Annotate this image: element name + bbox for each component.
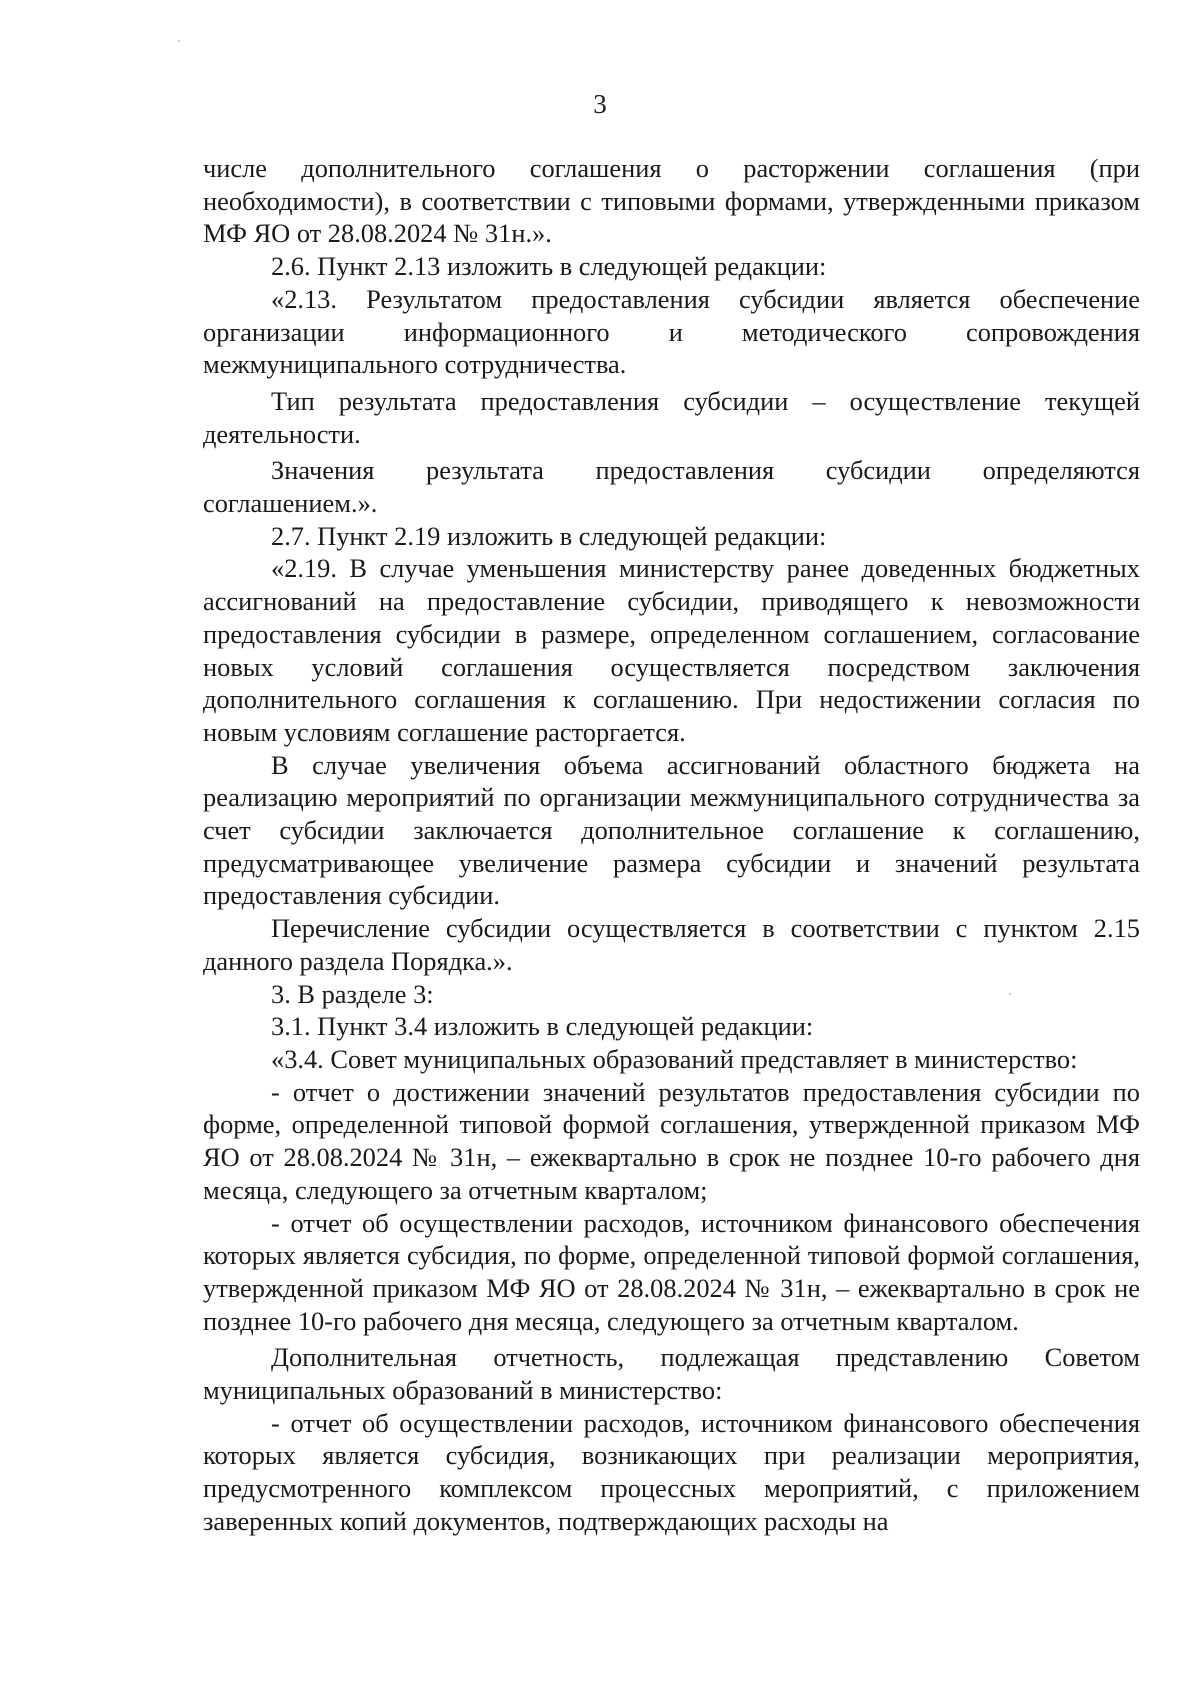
document-body bbox=[203, 152, 1140, 1538]
paragraph: Перечисление субсидии осуществляется в соответствии с пунктом 2.15 данного раздела Порядка.». bbox=[203, 913, 1140, 976]
paragraph: - отчет об осуществлении расходов, источником финансового обеспечения которых является субсидия, возникающих при реализации мероприятия, предусмотренного комплексом процессных мероприятий, с приложением заверенных копий документов, подтверждающих расходы на bbox=[203, 1407, 1140, 1536]
paragraph: 3.1. Пункт 3.4 изложить в следующей редакции: bbox=[271, 1011, 814, 1042]
paragraph: - отчет об осуществлении расходов, источником финансового обеспечения которых является субсидия, по форме, определенной типовой формой соглашения, утвержденной приказом МФ ЯО от 28.08.2024 № 31н, – ежеквартально в срок не позднее 10-го рабочего дня месяца, следующего за отчетным кварталом. bbox=[203, 1207, 1140, 1336]
page-number: 3 bbox=[593, 89, 607, 119]
paragraph: «3.4. Совет муниципальных образований представляет в министерство: bbox=[271, 1043, 1078, 1074]
paragraph: 2.6. Пункт 2.13 изложить в следующей редакции: bbox=[271, 251, 827, 282]
paragraph: - отчет о достижении значений результатов предоставления субсидии по форме, определенной типовой формой соглашения, утвержденной приказом МФ ЯО от 28.08.2024 № 31н, – ежеквартально в срок не позднее 10-го рабочего дня месяца, следующего за отчетным кварталом; bbox=[203, 1076, 1140, 1205]
scan-speck bbox=[178, 40, 180, 42]
paragraph: 3. В разделе 3: bbox=[271, 978, 434, 1009]
paragraph: Дополнительная отчетность, подлежащая представлению Советом муниципальных образований в министерство: bbox=[203, 1342, 1140, 1406]
paragraph: В случае увеличения объема ассигнований областного бюджета на реализацию мероприятий по организации межмуниципального сотрудничества за счет субсидии заключается дополнительное соглашение к соглашению, предусматривающее увеличение размера субсидии и значений результата предоставления субсидии. bbox=[203, 749, 1140, 911]
paragraph: «2.13. Результатом предоставления субсидии является обеспечение организации информационного и методического сопровождения межмуниципального сотрудничества. bbox=[203, 283, 1140, 380]
paragraph: 2.7. Пункт 2.19 изложить в следующей редакции: bbox=[271, 520, 827, 551]
paragraph: числе дополнительного соглашения о расторжении соглашения (при необходимости), в соответствии с типовыми формами, утвержденными приказом МФ ЯО от 28.08.2024 № 31н.». bbox=[203, 153, 1140, 249]
paragraph: «2.19. В случае уменьшения министерству ранее доведенных бюджетных ассигнований на предоставление субсидии, приводящего к невозможности предоставления субсидии в размере, определенном соглашением, согласование новых условий соглашения осуществляется посредством заключения дополнительного соглашения к соглашению. При недостижении согласия по новым условиям соглашение расторгается. bbox=[203, 553, 1140, 747]
paragraph: Тип результата предоставления субсидии – осуществление текущей деятельности. bbox=[203, 385, 1140, 449]
paragraph: Значения результата предоставления субсидии определяются соглашением.». bbox=[203, 455, 1140, 519]
